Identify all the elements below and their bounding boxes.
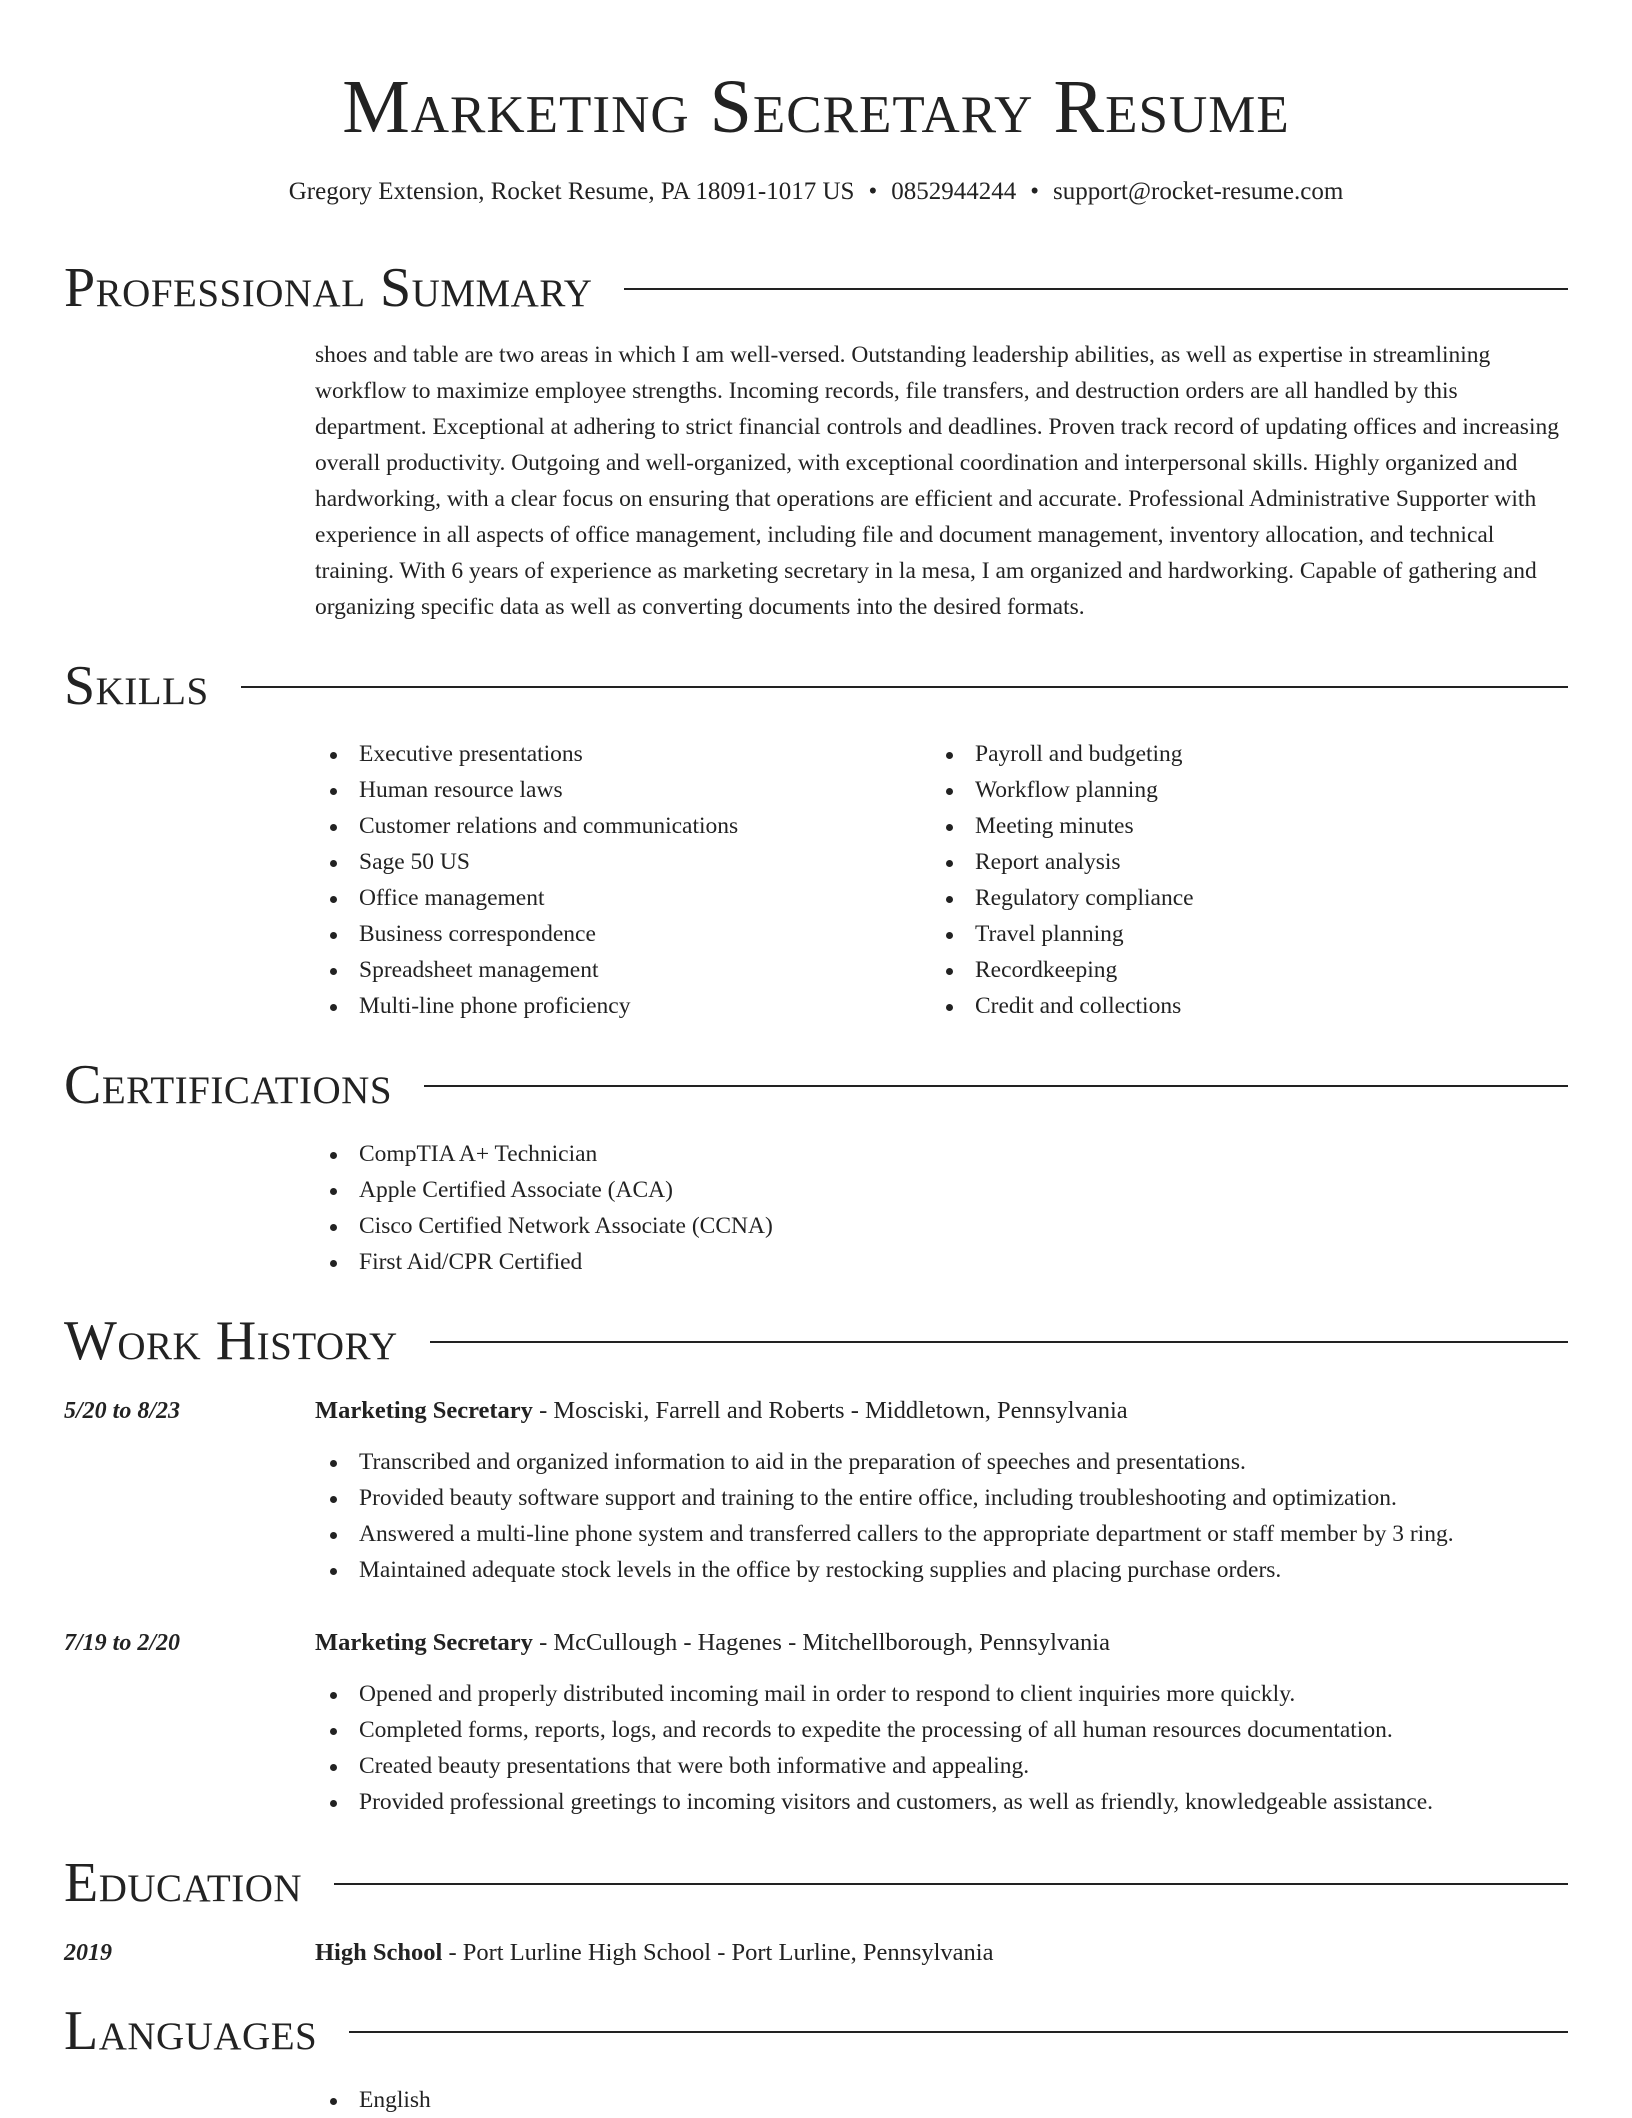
list-item: Apple Certified Associate (ACA) <box>315 1172 773 1208</box>
certifications-heading: Certifications <box>64 1054 393 1116</box>
languages-column <box>315 2082 431 2118</box>
list-item: Business correspondence <box>315 916 738 952</box>
skills-right-column <box>931 736 1194 1024</box>
certifications-list <box>315 1136 773 1280</box>
section-divider <box>424 1085 1568 1087</box>
section-divider <box>349 2031 1568 2033</box>
list-item: Provided beauty software support and training to the entire office, including troubleshooting and optimization. <box>315 1480 1454 1516</box>
list-item: Answered a multi-line phone system and transferred callers to the appropriate department or staff member by 3 ring. <box>315 1516 1454 1552</box>
skills-left-column <box>315 736 738 1024</box>
list-item: Executive presentations <box>315 736 738 772</box>
work-history-heading: Work History <box>64 1310 398 1372</box>
contact-separator: • <box>868 178 878 205</box>
section-divider <box>624 288 1568 290</box>
job-role: Marketing Secretary <box>315 1629 533 1656</box>
list-item: Report analysis <box>931 844 1194 880</box>
list-item: CompTIA A+ Technician <box>315 1136 773 1172</box>
skills-section-header <box>64 651 1568 721</box>
education-degree: High School <box>315 1939 443 1966</box>
list-item: Provided professional greetings to incoming visitors and customers, as well as friendly, knowledgeable assistance. <box>315 1784 1433 1820</box>
list-item: Created beauty presentations that were both informative and appealing. <box>315 1748 1433 1784</box>
job-bullets <box>315 1444 1454 1588</box>
summary-heading: Professional Summary <box>64 257 593 319</box>
list-item: Multi-line phone proficiency <box>315 988 738 1024</box>
education-section-header <box>64 1848 1568 1918</box>
contact-line <box>0 176 1632 208</box>
list-item: Maintained adequate stock levels in the office by restocking supplies and placing purchase orders. <box>315 1552 1454 1588</box>
section-divider <box>430 1341 1568 1343</box>
contact-separator: • <box>1030 178 1039 205</box>
contact-phone: 0852944244 <box>891 178 1017 205</box>
list-item: Credit and collections <box>931 988 1194 1024</box>
job-employer: - Mosciski, Farrell and Roberts - Middletown, Pennsylvania <box>532 1397 1128 1424</box>
list-item: Travel planning <box>931 916 1194 952</box>
job-dates: 7/19 to 2/20 <box>64 1630 181 1656</box>
education-line <box>315 1936 994 1970</box>
job-bullets-column <box>315 1444 1454 1588</box>
resume-title: Marketing Secretary Resume <box>342 65 1290 149</box>
list-item: Meeting minutes <box>931 808 1194 844</box>
languages-section-header <box>64 1996 1568 2066</box>
job-title-line <box>315 1394 1128 1428</box>
job-role: Marketing Secretary <box>315 1397 533 1424</box>
contact-email: support@rocket-resume.com <box>1052 178 1344 205</box>
list-item: Cisco Certified Network Associate (CCNA) <box>315 1208 773 1244</box>
job-bullets-column <box>315 1676 1433 1820</box>
education-heading: Education <box>64 1852 303 1914</box>
languages-list <box>315 2082 431 2118</box>
list-item: Payroll and budgeting <box>931 736 1194 772</box>
list-item: Human resource laws <box>315 772 738 808</box>
section-divider <box>334 1883 1568 1885</box>
list-item: Opened and properly distributed incoming mail in order to respond to client inquiries more quickly. <box>315 1676 1433 1712</box>
contact-address: Gregory Extension, Rocket Resume, PA 18091-1017 US <box>288 178 855 205</box>
list-item: Office management <box>315 880 738 916</box>
education-year: 2019 <box>64 1940 112 1966</box>
certifications-section-header <box>64 1050 1568 1120</box>
section-divider <box>241 686 1568 688</box>
job-bullets <box>315 1676 1433 1820</box>
work-history-section-header <box>64 1306 1568 1376</box>
job-employer: - McCullough - Hagenes - Mitchellborough, Pennsylvania <box>532 1629 1110 1656</box>
list-item: Sage 50 US <box>315 844 738 880</box>
job-dates: 5/20 to 8/23 <box>64 1398 181 1424</box>
list-item: Transcribed and organized information to aid in the preparation of speeches and presentations. <box>315 1444 1454 1480</box>
skills-list-right <box>931 736 1194 1024</box>
list-item: Customer relations and communications <box>315 808 738 844</box>
list-item: English <box>315 2082 431 2118</box>
list-item: Recordkeeping <box>931 952 1194 988</box>
certifications-column <box>315 1136 773 1280</box>
list-item: Spreadsheet management <box>315 952 738 988</box>
skills-list-left <box>315 736 738 1024</box>
skills-heading: Skills <box>64 655 209 717</box>
education-school: - Port Lurline High School - Port Lurline, Pennsylvania <box>442 1939 994 1966</box>
languages-heading: Languages <box>64 2000 318 2062</box>
list-item: Completed forms, reports, logs, and records to expedite the processing of all human resources documentation. <box>315 1712 1433 1748</box>
list-item: First Aid/CPR Certified <box>315 1244 773 1280</box>
summary-section-header <box>64 253 1568 323</box>
list-item: Workflow planning <box>931 772 1194 808</box>
list-item: Regulatory compliance <box>931 880 1194 916</box>
job-title-line <box>315 1626 1110 1660</box>
summary-text: shoes and table are two areas in which I am well-versed. Outstanding leadership abilities, as well as expertise in streamlining workflow to maximize employee strengths. Incoming records, file transfers, and destruction orders are all handled by this department. Exceptional at adhering to strict financial controls and deadlines. Proven track record of updating offices and increasing overall productivity. Outgoing and well-organized, with exceptional coordination and interpersonal skills. Highly organized and hardworking, with a clear focus on ensuring that operations are efficient and accurate. Professional Administrative Supporter with experience in all aspects of office management, including file and document management, inventory allocation, and technical training. With 6 years of experience as marketing secretary in la mesa, I am organized and hardworking. Capable of gathering and organizing specific data as well as converting documents into the desired formats. <box>315 342 1559 620</box>
